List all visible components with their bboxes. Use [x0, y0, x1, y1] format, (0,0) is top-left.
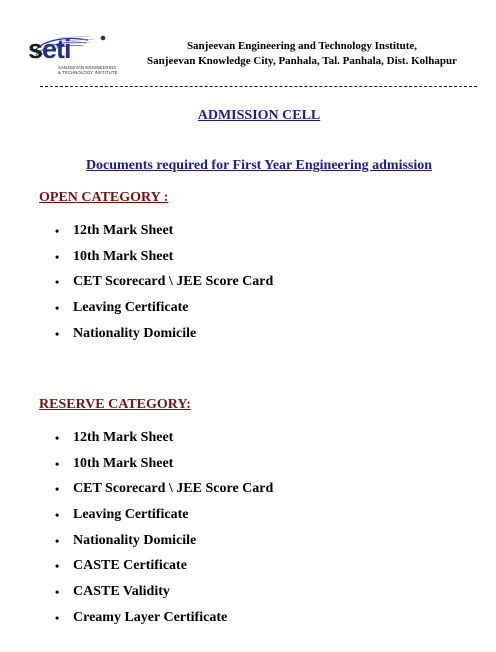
list-item-label: Nationality Domicile: [73, 325, 197, 341]
list-item: [54, 531, 273, 557]
list-item: [54, 582, 273, 608]
list-item: [54, 298, 273, 324]
list-item-label: CET Scorecard \ JEE Score Card: [73, 274, 274, 290]
logo-tagline: [58, 65, 118, 75]
bullet-icon: •: [55, 275, 60, 290]
logo-letters-eti: eti: [42, 34, 71, 64]
list-item-label: CASTE Certificate: [73, 558, 187, 574]
open-category-document-list: [54, 221, 273, 349]
list-item: [54, 454, 273, 480]
category-heading-open: OPEN CATEGORY :: [39, 190, 169, 205]
header-divider: [40, 86, 477, 87]
page-subtitle: Documents required for First Year Engineering admission: [85, 158, 433, 173]
bullet-icon: •: [55, 533, 60, 548]
list-item-label: 10th Mark Sheet: [73, 455, 174, 471]
list-item-label: Creamy Layer Certificate: [73, 609, 228, 625]
list-item: [54, 505, 273, 531]
logo-tagline-line1: SANJEEVAN ENGINEERING: [58, 65, 117, 70]
list-item-label: 10th Mark Sheet: [73, 248, 174, 264]
bullet-icon: •: [55, 585, 60, 600]
bullet-icon: •: [55, 610, 60, 625]
institute-logo: [28, 32, 128, 78]
list-item: [54, 428, 273, 454]
list-item-label: Nationality Domicile: [73, 532, 197, 548]
bullet-icon: •: [55, 249, 60, 264]
list-item-label: CASTE Validity: [73, 584, 170, 600]
list-item: [54, 479, 273, 505]
list-item-label: Leaving Certificate: [73, 507, 189, 523]
list-item: [54, 221, 273, 247]
list-item: [54, 608, 273, 634]
logo-wordmark: [28, 36, 71, 63]
list-item: [54, 324, 273, 350]
page-title: ADMISSION CELL: [197, 108, 321, 123]
bullet-icon: •: [55, 301, 60, 316]
list-item-label: Leaving Certificate: [73, 300, 189, 316]
institute-header: [132, 39, 472, 69]
bullet-icon: •: [55, 559, 60, 574]
list-item-label: CET Scorecard \ JEE Score Card: [73, 481, 274, 497]
list-item-label: 12th Mark Sheet: [73, 223, 174, 238]
reserve-category-document-list: [54, 428, 273, 634]
bullet-icon: •: [55, 326, 60, 341]
logo-tagline-line2: & TECHNOLOGY INSTITUTE: [58, 70, 118, 75]
bullet-icon: •: [55, 224, 60, 238]
list-item: [54, 556, 273, 582]
logo-letter-s: s: [28, 34, 43, 64]
bullet-icon: •: [55, 456, 60, 471]
list-item: [54, 272, 273, 298]
list-item-label: 12th Mark Sheet: [73, 430, 174, 445]
institute-address: Sanjeevan Knowledge City, Panhala, Tal. Panhala, Dist. Kolhapur: [147, 55, 457, 67]
bullet-icon: •: [55, 508, 60, 523]
bullet-icon: •: [55, 482, 60, 497]
institute-name: Sanjeevan Engineering and Technology Institute,: [186, 40, 418, 52]
category-heading-reserve: RESERVE CATEGORY:: [39, 397, 191, 412]
bullet-icon: •: [55, 431, 60, 445]
list-item: [54, 247, 273, 273]
